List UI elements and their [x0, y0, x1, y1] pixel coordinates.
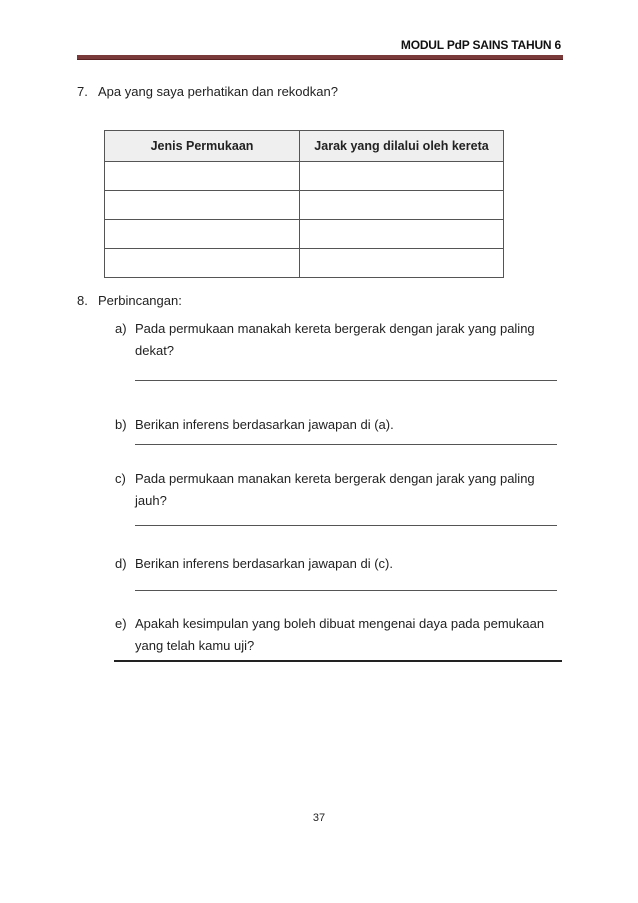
- table-cell[interactable]: [300, 220, 504, 249]
- item-letter: c): [115, 471, 126, 486]
- item-letter: b): [115, 417, 127, 432]
- page-number: 37: [312, 812, 326, 824]
- item-text: Berikan inferens berdasarkan jawapan di (c).: [135, 556, 393, 571]
- question-8: [77, 293, 182, 308]
- table-cell[interactable]: [300, 191, 504, 220]
- question-text: Perbincangan:: [98, 293, 182, 308]
- table-row: [105, 249, 504, 278]
- page-header-title: MODUL PdP SAINS TAHUN 6: [400, 38, 561, 52]
- column-header-surface-type: Jenis Permukaan: [105, 131, 300, 162]
- question-text: Apa yang saya perhatikan dan rekodkan?: [98, 84, 338, 99]
- table-row: [105, 220, 504, 249]
- question-7: [77, 84, 338, 99]
- answer-line-b[interactable]: [135, 444, 557, 445]
- answer-line-e[interactable]: [114, 660, 562, 662]
- discussion-item-a: [115, 318, 555, 362]
- table-cell[interactable]: [105, 162, 300, 191]
- header-rule: [77, 55, 563, 60]
- question-number: 7.: [77, 84, 88, 99]
- item-letter: a): [115, 321, 127, 336]
- discussion-item-c: [115, 468, 555, 512]
- discussion-item-e: [115, 613, 555, 657]
- discussion-item-b: [115, 414, 555, 436]
- item-letter: e): [115, 616, 127, 631]
- item-text: Berikan inferens berdasarkan jawapan di (a).: [135, 417, 394, 432]
- item-text: Apakah kesimpulan yang boleh dibuat mengenai daya pada pemukaan yang telah kamu uji?: [135, 616, 545, 653]
- table-cell[interactable]: [105, 249, 300, 278]
- question-number: 8.: [77, 293, 88, 308]
- column-header-distance: Jarak yang dilalui oleh kereta: [300, 131, 504, 162]
- observation-table: [104, 130, 504, 278]
- table-header-row: [105, 131, 504, 162]
- answer-line-d[interactable]: [135, 590, 557, 591]
- item-text: Pada permukaan manakah kereta bergerak dengan jarak yang paling dekat?: [135, 321, 535, 358]
- table-row: [105, 162, 504, 191]
- table-cell[interactable]: [105, 191, 300, 220]
- table-cell[interactable]: [300, 162, 504, 191]
- table-cell[interactable]: [105, 220, 300, 249]
- table-row: [105, 191, 504, 220]
- answer-line-a[interactable]: [135, 380, 557, 381]
- discussion-item-d: [115, 553, 555, 575]
- item-text: Pada permukaan manakan kereta bergerak dengan jarak yang paling jauh?: [135, 471, 535, 508]
- table-cell[interactable]: [300, 249, 504, 278]
- answer-line-c[interactable]: [135, 525, 557, 526]
- item-letter: d): [115, 556, 127, 571]
